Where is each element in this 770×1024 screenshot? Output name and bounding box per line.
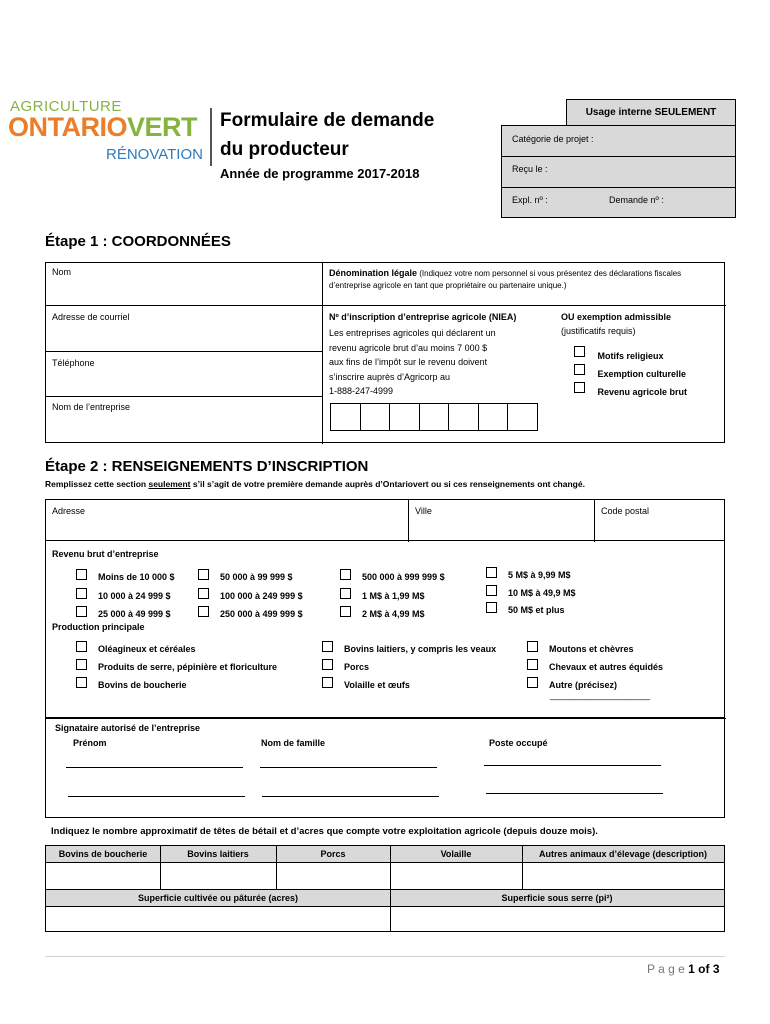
- livestock-table: [45, 845, 725, 932]
- city-field[interactable]: Ville: [415, 506, 432, 516]
- business-name-field[interactable]: Nom de l’entreprise: [52, 402, 131, 412]
- page-number: P a g e 1 of 3: [647, 962, 720, 976]
- checkbox-icon[interactable]: [76, 659, 87, 670]
- position-label: Poste occupé: [489, 738, 548, 748]
- revenue-option[interactable]: 2 M$ à 4,99 M$: [340, 604, 425, 622]
- logo-agriculture: AGRICULTURE: [10, 98, 122, 115]
- revenue-option[interactable]: 100 000 à 249 999 $: [198, 586, 303, 604]
- request-number-field: Demande nº :: [609, 195, 664, 205]
- internal-use-header: Usage interne SEULEMENT: [566, 99, 736, 126]
- col-poultry: Volaille: [440, 849, 472, 859]
- checkbox-icon[interactable]: [527, 659, 538, 670]
- exemption-religious[interactable]: Motifs religieux: [574, 344, 663, 362]
- legal-name-field[interactable]: Dénomination légale (Indiquez votre nom personnel si vous présentez des déclarations fiscales d’entreprise agricole en tant que propriétaire ou partenaire unique.): [329, 268, 682, 290]
- revenue-option[interactable]: 10 M$ à 49,9 M$: [486, 583, 576, 601]
- checkbox-icon[interactable]: [198, 606, 209, 617]
- checkbox-icon[interactable]: [76, 588, 87, 599]
- first-name-line-2[interactable]: [68, 796, 245, 797]
- checkbox-icon[interactable]: [340, 606, 351, 617]
- revenue-option[interactable]: 500 000 à 999 999 $: [340, 567, 445, 585]
- exemption-gross-income[interactable]: Revenu agricole brut: [574, 380, 687, 398]
- checkbox-icon[interactable]: [76, 606, 87, 617]
- position-line-1[interactable]: [484, 765, 661, 766]
- project-category-field: Catégorie de projet :: [512, 134, 594, 144]
- postal-code-field[interactable]: Code postal: [601, 506, 650, 516]
- received-field: Reçu le :: [512, 164, 548, 174]
- checkbox-icon[interactable]: [486, 585, 497, 596]
- production-option[interactable]: Moutons et chèvres: [527, 639, 634, 657]
- revenue-option[interactable]: 25 000 à 49 999 $: [76, 604, 171, 622]
- step1-heading: Étape 1 : COORDONNÉES: [45, 233, 231, 250]
- other-specify-line[interactable]: ____________________: [550, 690, 651, 700]
- program-year: Année de programme 2017-2018: [220, 166, 420, 181]
- checkbox-icon[interactable]: [340, 588, 351, 599]
- production-option[interactable]: Autre (précisez): [527, 675, 617, 693]
- production-option[interactable]: Bovins laitiers, y compris les veaux: [322, 639, 496, 657]
- production-option[interactable]: Oléagineux et céréales: [76, 639, 196, 657]
- niea-digit-boxes[interactable]: [330, 403, 538, 431]
- col-pigs: Porcs: [320, 849, 346, 859]
- revenue-option[interactable]: 50 000 à 99 999 $: [198, 567, 293, 585]
- revenue-option[interactable]: 250 000 à 499 999 $: [198, 604, 303, 622]
- checkbox-icon[interactable]: [527, 641, 538, 652]
- col-cultivated-area: Superficie cultivée ou pâturée (acres): [137, 893, 299, 903]
- logo-vert: VERT: [127, 112, 198, 142]
- revenue-option[interactable]: 50 M$ et plus: [486, 600, 565, 618]
- col-greenhouse-area: Superficie sous serre (pi²): [501, 893, 613, 903]
- logo-ontario: ONTARIO: [8, 112, 127, 142]
- revenue-option[interactable]: 10 000 à 24 999 $: [76, 586, 171, 604]
- logo: [8, 98, 208, 168]
- col-dairy-cattle: Bovins laitiers: [187, 849, 249, 859]
- logo-divider: [210, 108, 212, 166]
- revenue-option[interactable]: Moins de 10 000 $: [76, 567, 175, 585]
- signatory-section: [45, 718, 725, 818]
- footer-rule: [45, 956, 725, 957]
- step2-heading: Étape 2 : RENSEIGNEMENTS D’INSCRIPTION: [45, 458, 369, 475]
- form-title-line2: du producteur: [220, 139, 349, 160]
- checkbox-icon[interactable]: [486, 567, 497, 578]
- production-option[interactable]: Produits de serre, pépinière et floriculture: [76, 657, 277, 675]
- revenue-production-section: [45, 541, 725, 718]
- logo-renovation: RÉNOVATION: [106, 146, 203, 163]
- col-other-livestock: Autres animaux d’élevage (description): [538, 849, 708, 859]
- checkbox-icon[interactable]: [574, 346, 585, 357]
- last-name-line-2[interactable]: [262, 796, 439, 797]
- exemption-label: OU exemption admissible: [561, 312, 672, 322]
- exemption-note: (justificatifs requis): [561, 326, 636, 336]
- production-option[interactable]: Chevaux et autres équidés: [527, 657, 663, 675]
- name-field[interactable]: Nom: [52, 267, 72, 277]
- production-label: Production principale: [52, 622, 145, 632]
- checkbox-icon[interactable]: [340, 569, 351, 580]
- address-field[interactable]: Adresse: [52, 506, 86, 516]
- production-option[interactable]: Volaille et œufs: [322, 675, 410, 693]
- exemption-cultural[interactable]: Exemption culturelle: [574, 362, 686, 380]
- step2-instructions: Remplissez cette section seulement s’il s’agit de votre première demande auprès d’Ontariovert ou si ces renseignements ont changé.: [45, 479, 585, 489]
- checkbox-icon[interactable]: [574, 382, 585, 393]
- checkbox-icon[interactable]: [322, 641, 333, 652]
- signatory-label: Signataire autorisé de l’entreprise: [55, 723, 201, 733]
- checkbox-icon[interactable]: [76, 641, 87, 652]
- checkbox-icon[interactable]: [574, 364, 585, 375]
- livestock-instructions: Indiquez le nombre approximatif de têtes de bétail et d’acres que compte votre exploitation agricole (depuis douze mois).: [51, 826, 598, 837]
- first-name-line-1[interactable]: [66, 767, 243, 768]
- production-option[interactable]: Bovins de boucherie: [76, 675, 187, 693]
- niea-note: Les entreprises agricoles qui déclarent un revenu agricole brut d’au moins 7 000 $ aux fins de l’impôt sur le revenu doivent s’inscrire auprès d’Agricorp au 1-888-247-4999: [329, 328, 496, 396]
- position-line-2[interactable]: [486, 793, 663, 794]
- revenue-option[interactable]: 1 M$ à 1,99 M$: [340, 586, 425, 604]
- revenue-option[interactable]: 5 M$ à 9,99 M$: [486, 565, 571, 583]
- checkbox-icon[interactable]: [486, 602, 497, 613]
- checkbox-icon[interactable]: [527, 677, 538, 688]
- production-option[interactable]: Porcs: [322, 657, 369, 675]
- step1-table: [45, 262, 725, 443]
- last-name-line-1[interactable]: [260, 767, 437, 768]
- last-name-label: Nom de famille: [261, 738, 326, 748]
- expl-number-field: Expl. nº :: [512, 195, 548, 205]
- phone-field[interactable]: Téléphone: [52, 358, 95, 368]
- checkbox-icon[interactable]: [76, 569, 87, 580]
- email-field[interactable]: Adresse de courriel: [52, 312, 130, 322]
- checkbox-icon[interactable]: [198, 588, 209, 599]
- checkbox-icon[interactable]: [322, 659, 333, 670]
- col-beef-cattle: Bovins de boucherie: [58, 849, 148, 859]
- address-row: [45, 499, 725, 541]
- internal-use-panel: [501, 125, 736, 218]
- niea-label: Nº d’inscription d’entreprise agricole (NIEA): [329, 312, 517, 322]
- checkbox-icon[interactable]: [198, 569, 209, 580]
- revenue-label: Revenu brut d’entreprise: [52, 549, 159, 559]
- checkbox-icon[interactable]: [76, 677, 87, 688]
- checkbox-icon[interactable]: [322, 677, 333, 688]
- first-name-label: Prénom: [73, 738, 107, 748]
- form-title-line1: Formulaire de demande: [220, 110, 435, 131]
